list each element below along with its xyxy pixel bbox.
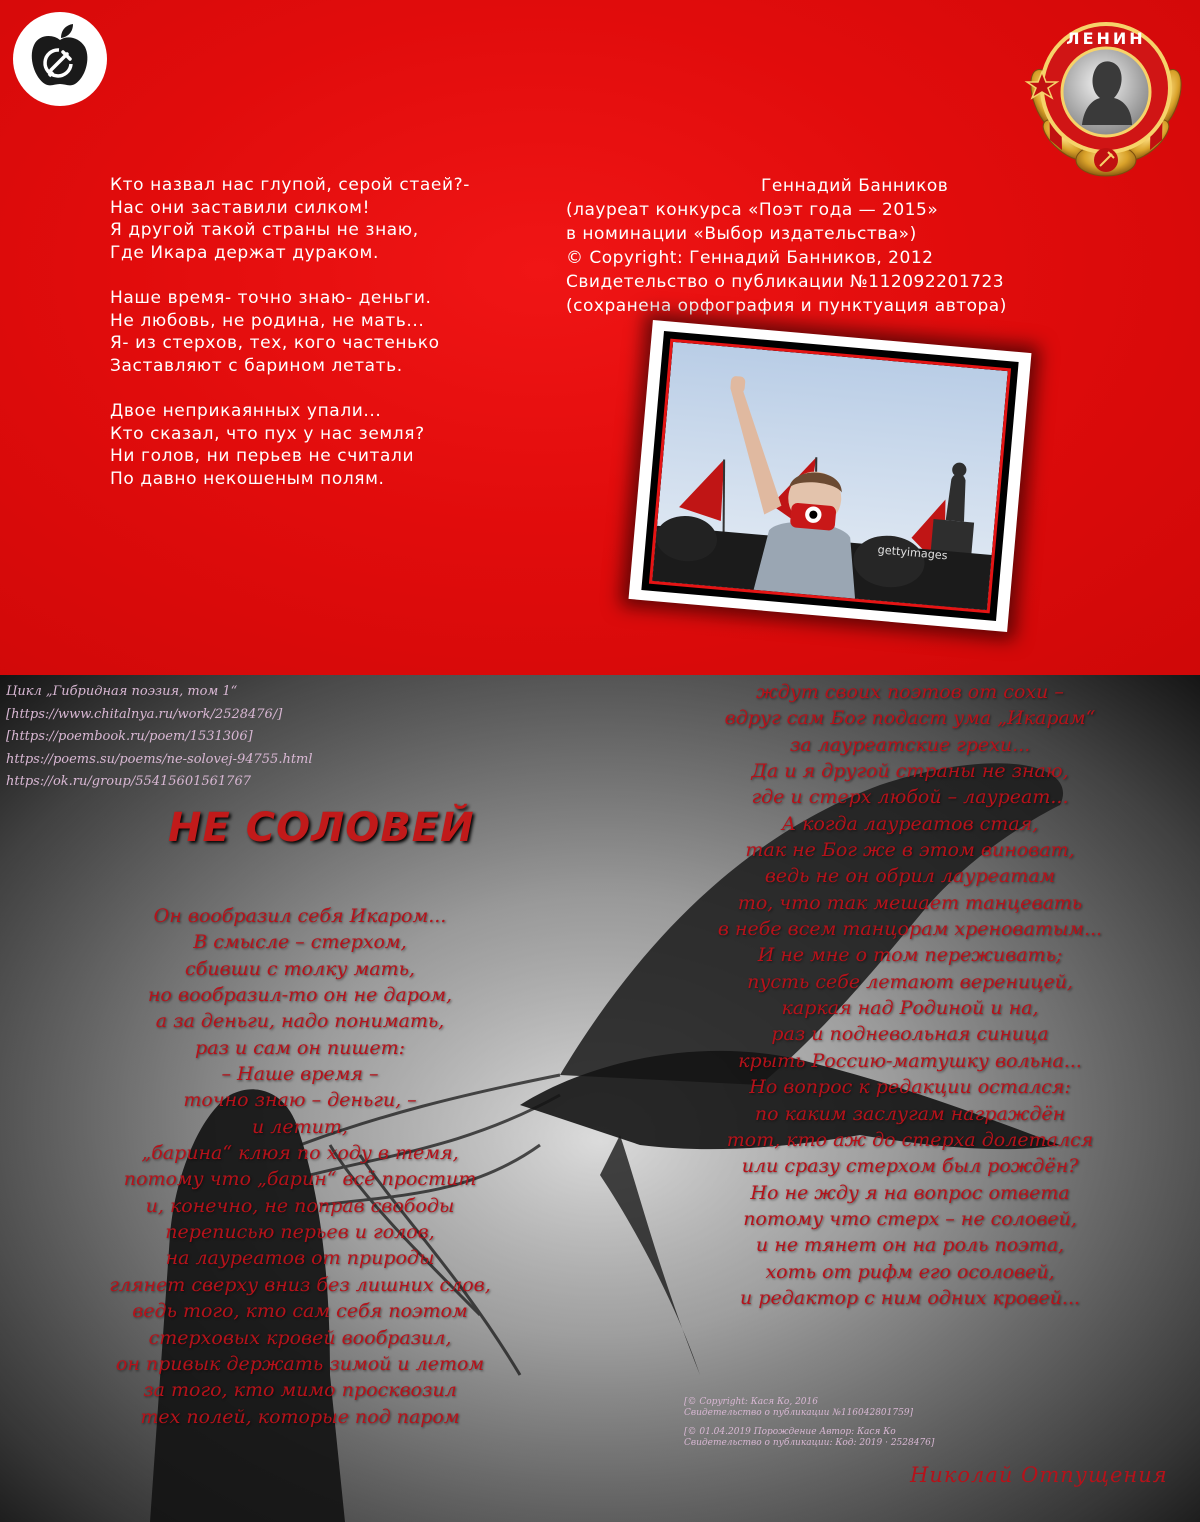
verse-line: потому что „барин“ всё простит	[123, 1168, 477, 1191]
poem-stanza	[110, 174, 470, 264]
poem-line: Заставляют с барином летать.	[110, 355, 403, 376]
poem-line: Кто сказал, что пух у нас земля?	[110, 423, 425, 444]
verse-line: или сразу стерхом был рождён?	[741, 1155, 1079, 1178]
verse-line: стерховых кровей вообразил,	[148, 1326, 452, 1349]
verse-line: В смысле – стерхом,	[193, 931, 407, 954]
top-poem	[110, 174, 470, 513]
copyright-line: [© Copyright: Кася Ко, 2016	[684, 1397, 818, 1407]
verse-line: глянет сверху вниз без лишних слов,	[109, 1273, 491, 1296]
poem-line: Кто назвал нас глупой, серой стаей?-	[110, 175, 470, 195]
copyright-note	[684, 1427, 934, 1449]
verse-line: „барина“ клюя по ходу в темя,	[141, 1142, 459, 1165]
verse-line: Но не жду я на вопрос ответа	[750, 1181, 1070, 1204]
author-line: в номинации «Выбор издательства»)	[566, 224, 917, 244]
author-line: (сохранена орфография и пунктуация автора)	[566, 296, 1007, 316]
poem-stanza	[110, 400, 470, 490]
verse-line: на лауреатов от природы	[165, 1247, 435, 1270]
author-info	[566, 174, 1007, 318]
verse-line: ведь не он обрил лауреатам	[764, 865, 1056, 888]
poem-line: Я другой такой страны не знаю,	[110, 220, 419, 240]
verse-line: а за деньги, надо понимать,	[155, 1010, 445, 1033]
copyright-line: Свидетельство о публикации: Код: 2019 · 2528476]	[684, 1438, 935, 1448]
source-link[interactable]: https://poems.su/poems/ne-solovej-94755.html	[6, 751, 313, 767]
author-line: © Copyright: Геннадий Банников, 2012	[566, 248, 934, 268]
verse-line: – Наше время –	[221, 1063, 379, 1086]
verse-line: за лауреатские грехи...	[789, 733, 1031, 756]
verse-line: переписью перьев и голов,	[165, 1221, 435, 1244]
verse-line: Он вообразил себя Икаром...	[153, 905, 447, 927]
copyright-line: [© 01.04.2019 Порождение Автор: Кася Ко	[684, 1427, 896, 1437]
source-link[interactable]: [https://www.chitalnya.ru/work/2528476/]	[6, 706, 283, 722]
verse-line: за того, кто мимо просквозил	[143, 1379, 457, 1402]
verse-line: вдруг сам Бог подаст ума „Икарам“	[724, 707, 1096, 730]
source-links	[6, 681, 313, 794]
verse-line: по каким заслугам награждён	[754, 1102, 1066, 1125]
poem-stanza	[110, 287, 470, 377]
verse-line: Да и я другой страны не знаю,	[751, 760, 1069, 783]
author-signature: Николай Отпущения	[910, 1463, 1168, 1487]
protest-photo	[629, 320, 1032, 632]
source-link[interactable]: [https://poembook.ru/poem/1531306]	[6, 729, 253, 744]
verse-line: хоть от рифм его осоловей,	[765, 1260, 1055, 1283]
verse-line: сбивши с толку мать,	[185, 957, 415, 980]
badge-text: ЛЕНИН	[1066, 29, 1146, 48]
verse-line: крыть Россию-матушку вольна...	[738, 1049, 1082, 1072]
verse-line: раз и сам он пишет:	[194, 1036, 406, 1059]
poem-line: Не любовь, не родина, не мать...	[110, 310, 425, 331]
verse-line: Но вопрос к редакции остался:	[749, 1076, 1071, 1099]
cycle-name: Цикл „Гибридная поэзия, том 1“	[6, 684, 238, 699]
poem-line: По давно некошеным полям.	[110, 468, 385, 489]
verse-line: ждут своих поэтов от сохи –	[756, 681, 1064, 703]
poem-line: Нас они заставили силком!	[110, 197, 370, 218]
photo-image	[649, 339, 1011, 614]
verse-line: и редактор с ним одних кровей...	[740, 1286, 1080, 1309]
apple-hammer-sickle-icon	[13, 12, 107, 106]
verse-line: и летит,	[252, 1115, 348, 1138]
verse-right-column	[640, 679, 1180, 1311]
verse-line: тех полей, которые под паром	[140, 1405, 460, 1428]
author-line: Свидетельство о публикации №112092201723	[566, 272, 1005, 292]
verse-line: то, что так мешает танцевать	[737, 891, 1083, 914]
verse-line: он привык держать зимой и летом	[115, 1352, 485, 1375]
verse-line: точно знаю – деньги, –	[183, 1089, 417, 1112]
copyright-note	[684, 1397, 913, 1419]
photo-frame	[641, 331, 1018, 621]
source-link[interactable]: https://ok.ru/group/55415601561767	[6, 774, 251, 789]
verse-line: и, конечно, не поправ свободы	[145, 1194, 455, 1217]
verse-left-column	[60, 903, 540, 1430]
verse-line: тот, кто аж до стерха долетался	[726, 1128, 1094, 1151]
author-line: (лауреат конкурса «Поэт года — 2015»	[566, 200, 939, 220]
poem-line: Ни голов, ни перьев не считали	[110, 446, 415, 466]
poem-title: НЕ СОЛОВЕЙ	[168, 805, 475, 851]
poem-line: Двое неприкаянных упали...	[110, 401, 382, 421]
lenin-order-badge	[1020, 0, 1192, 185]
bottom-dark-panel	[0, 675, 1200, 1522]
verse-line: где и стерх любой – лауреат...	[751, 786, 1069, 809]
verse-line: и не тянет он на роль поэта,	[755, 1234, 1065, 1257]
verse-line: так не Бог же в этом виноват,	[745, 839, 1075, 862]
top-red-panel	[0, 0, 1200, 675]
poem-line: Где Икара держат дураком.	[110, 242, 379, 263]
copyright-line: Свидетельство о публикации №116042801759]	[684, 1408, 914, 1418]
verse-line: в небе всем танцорам хреноватым...	[717, 918, 1103, 941]
verse-line: но вообразил-то он не даром,	[147, 984, 453, 1007]
author-name: Геннадий Банников	[761, 176, 949, 196]
verse-line: пусть себе летают вереницей,	[747, 970, 1073, 993]
verse-line: раз и подневольная синица	[771, 1023, 1049, 1046]
poem-line: Наше время- точно знаю- деньги.	[110, 288, 432, 308]
photo-watermark: gettyimages	[877, 543, 949, 563]
verse-line: А когда лауреатов стая,	[781, 812, 1039, 835]
poem-line: Я- из стерхов, тех, кого частенько	[110, 333, 440, 353]
verse-line: каркая над Родиной и на,	[781, 997, 1039, 1020]
verse-line: ведь того, кто сам себя поэтом	[132, 1300, 468, 1323]
verse-line: И не мне о том переживать;	[757, 944, 1063, 967]
verse-line: потому что стерх – не соловей,	[743, 1207, 1077, 1230]
